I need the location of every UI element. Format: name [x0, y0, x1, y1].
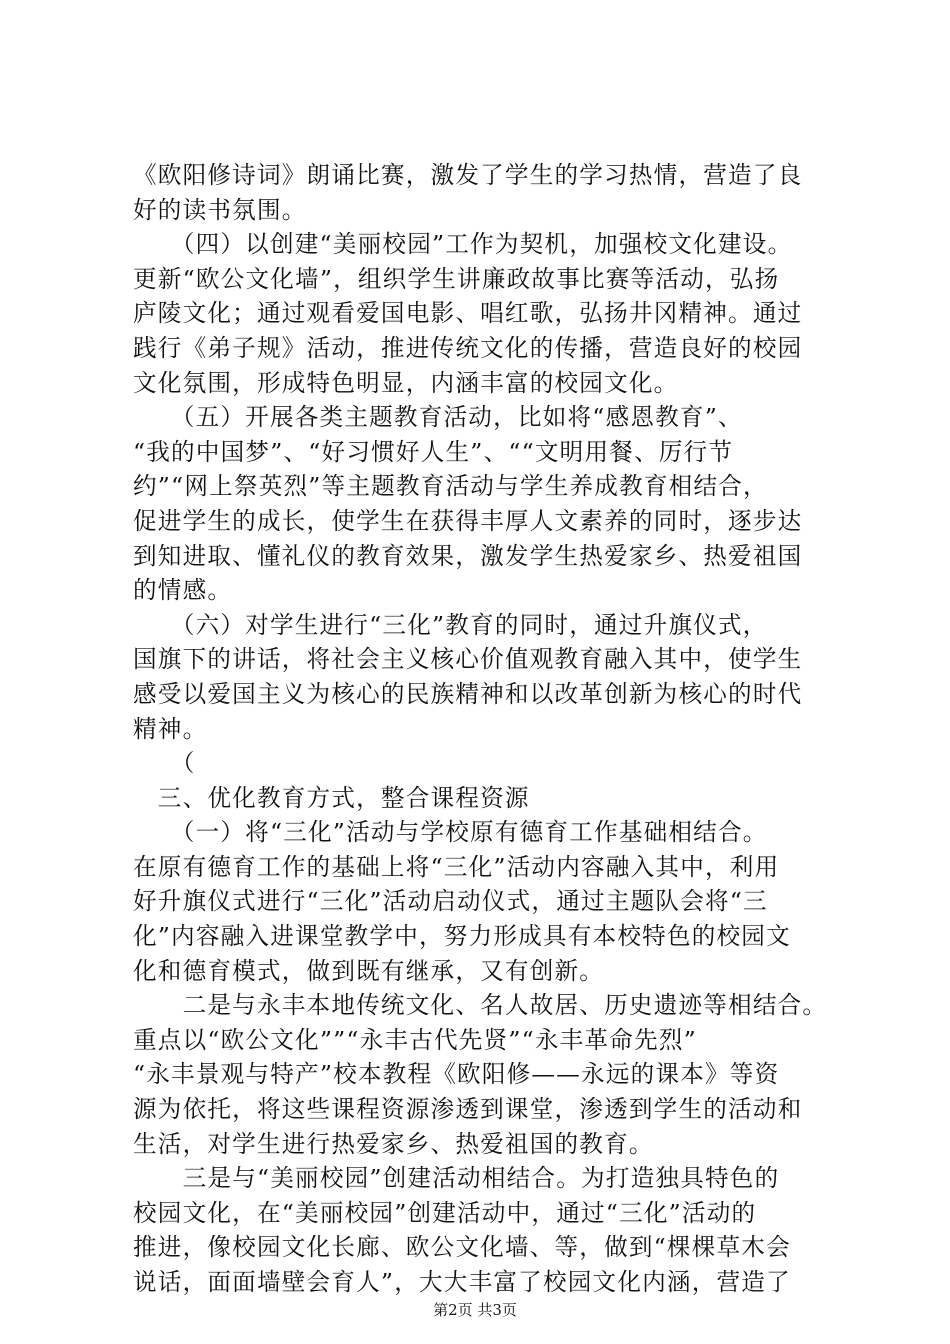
text-line: 国旗下的讲话，将社会主义核心价值观教育融入其中，使学生 [133, 645, 803, 674]
text-line: （一）将“三化”活动与学校原有德育工作基础相结合。 [133, 818, 768, 847]
text-line: 二是与永丰本地传统文化、名人故居、历史遗迹等相结合。 [133, 991, 828, 1020]
text-line: “永丰景观与特产”校本教程《欧阳修——永远的课本》等资 [133, 1060, 780, 1089]
text-line: 校园文化，在“美丽校园”创建活动中，通过“三化”活动的 [133, 1198, 757, 1227]
text-line: 好的读书氛围。 [133, 195, 307, 224]
text-line: 约”“网上祭英烈”等主题教育活动与学生养成教育相结合， [133, 472, 768, 501]
text-line: 《欧阳修诗词》朗诵比赛，激发了学生的学习热情，营造了良 [133, 161, 803, 189]
text-line: 化”内容融入进课堂教学中，努力形成具有本校特色的校园文 [133, 922, 791, 951]
text-line: （六）对学生进行“三化”教育的同时，通过升旗仪式， [133, 610, 768, 639]
text-line: 源为依托，将这些课程资源渗透到课堂，渗透到学生的活动和 [133, 1095, 803, 1124]
text-line: “我的中国梦”、“好习惯好人生”、““文明用餐、厉行节 [133, 437, 734, 466]
text-line: 的情感。 [133, 576, 233, 605]
section-heading: 三、优化教育方式，整合课程资源 [133, 783, 530, 812]
text-line: 促进学生的成长，使学生在获得丰厚人文素养的同时，逐步达 [133, 506, 803, 535]
text-line: 在原有德育工作的基础上将“三化”活动内容融入其中，利用 [133, 852, 780, 881]
text-line: 文化氛围，形成特色明显，内涵丰富的校园文化。 [133, 368, 679, 397]
text-line: 三是与“美丽校园”创建活动相结合。为打造独具特色的 [133, 1164, 780, 1193]
text-line: （ [133, 749, 196, 778]
text-line: 践行《弟子规》活动，推进传统文化的传播，营造良好的校园 [133, 333, 803, 362]
text-line: 更新“欧公文化墙”，组织学生讲廉政故事比赛等活动，弘扬 [133, 264, 780, 293]
text-line: 生活，对学生进行热爱家乡、热爱祖国的教育。 [133, 1129, 654, 1158]
text-line: （四）以创建“美丽校园”工作为契机，加强校文化建设。 [133, 230, 793, 259]
page-number-footer: 第2页 共3页 [433, 1301, 517, 1319]
text-line: 庐陵文化；通过观看爱国电影、唱红歌，弘扬井冈精神。通过 [133, 299, 803, 328]
text-line: 说话，面面墙壁会育人”，大大丰富了校园文化内涵，营造了 [133, 1268, 791, 1296]
text-line: 感受以爱国主义为核心的民族精神和以改革创新为核心的时代 [133, 679, 803, 708]
text-line: 推进，像校园文化长廊、欧公文化墙、等，做到“棵棵草木会 [133, 1233, 791, 1262]
text-line: 精神。 [133, 714, 208, 743]
text-line: 重点以“欧公文化””“永丰古代先贤”“永丰革命先烈” [133, 1025, 697, 1054]
text-line: （五）开展各类主题教育活动，比如将“感恩教育”、 [133, 403, 743, 432]
document-body [133, 158, 833, 1300]
text-line: 化和德育模式，做到既有继承，又有创新。 [133, 956, 605, 985]
text-line: 到知进取、懂礼仪的教育效果，激发学生热爱家乡、热爱祖国 [133, 541, 803, 570]
text-line: 好升旗仪式进行“三化”活动启动仪式，通过主题队会将“三 [133, 887, 768, 916]
